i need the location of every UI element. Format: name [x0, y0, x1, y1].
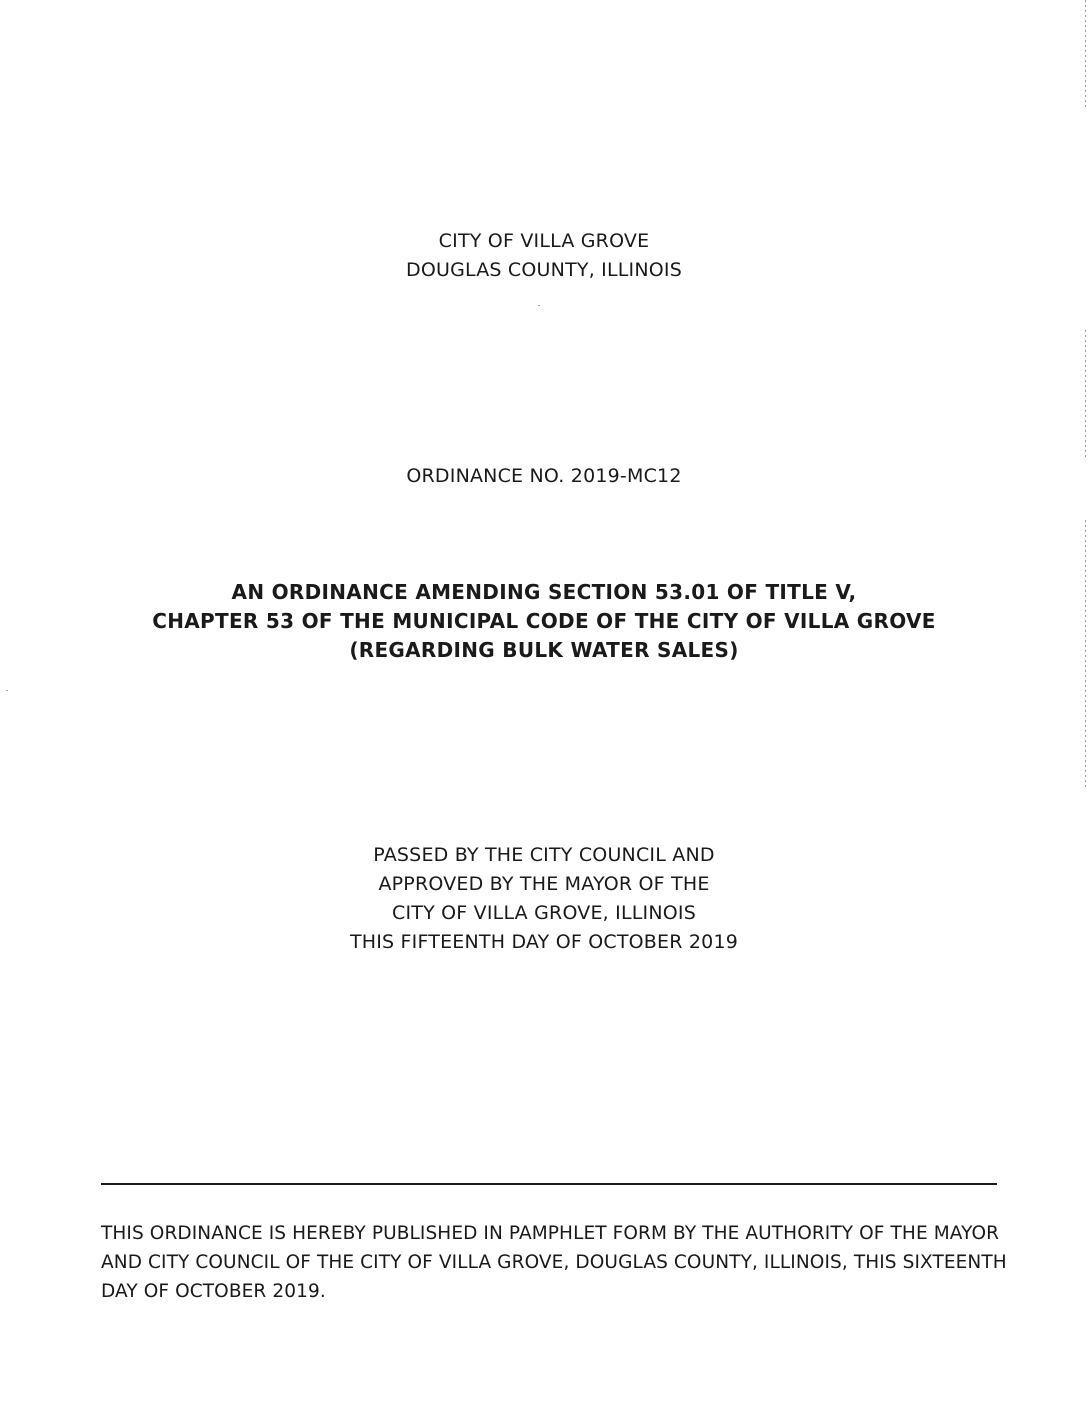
- scan-artifact: [6, 690, 8, 691]
- publication-line: AND CITY COUNCIL OF THE CITY OF VILLA GROVE, DOUGLAS COUNTY, ILLINOIS, THIS SIXTEENTH: [101, 1252, 1007, 1273]
- passage-statement: [0, 841, 1088, 957]
- county-state: DOUGLAS COUNTY, ILLINOIS: [406, 259, 682, 281]
- passage-line: THIS FIFTEENTH DAY OF OCTOBER 2019: [349, 931, 739, 953]
- municipality-header: [0, 227, 1088, 285]
- ordinance-title: [0, 578, 1088, 665]
- passage-line: APPROVED BY THE MAYOR OF THE: [378, 873, 710, 895]
- scan-artifact: [1085, 330, 1086, 460]
- scan-artifact: [1085, 0, 1086, 110]
- ordinance-number: [0, 462, 1088, 491]
- passage-line: PASSED BY THE CITY COUNCIL AND: [373, 844, 715, 866]
- scan-artifact: [1085, 520, 1086, 790]
- publication-line: THIS ORDINANCE IS HEREBY PUBLISHED IN PAMPHLET FORM BY THE AUTHORITY OF THE MAYOR: [101, 1223, 1000, 1244]
- ordinance-number-text: ORDINANCE NO. 2019-MC12: [406, 465, 682, 487]
- publication-note: [101, 1219, 1007, 1306]
- title-line: CHAPTER 53 OF THE MUNICIPAL CODE OF THE CITY OF VILLA GROVE: [152, 609, 936, 633]
- horizontal-divider: [101, 1183, 997, 1185]
- city-name: CITY OF VILLA GROVE: [438, 230, 650, 252]
- scan-artifact: [538, 305, 540, 306]
- title-line: AN ORDINANCE AMENDING SECTION 53.01 OF TITLE V,: [231, 580, 857, 604]
- publication-line: DAY OF OCTOBER 2019.: [101, 1281, 326, 1302]
- title-line: (REGARDING BULK WATER SALES): [349, 638, 739, 662]
- passage-line: CITY OF VILLA GROVE, ILLINOIS: [392, 902, 696, 924]
